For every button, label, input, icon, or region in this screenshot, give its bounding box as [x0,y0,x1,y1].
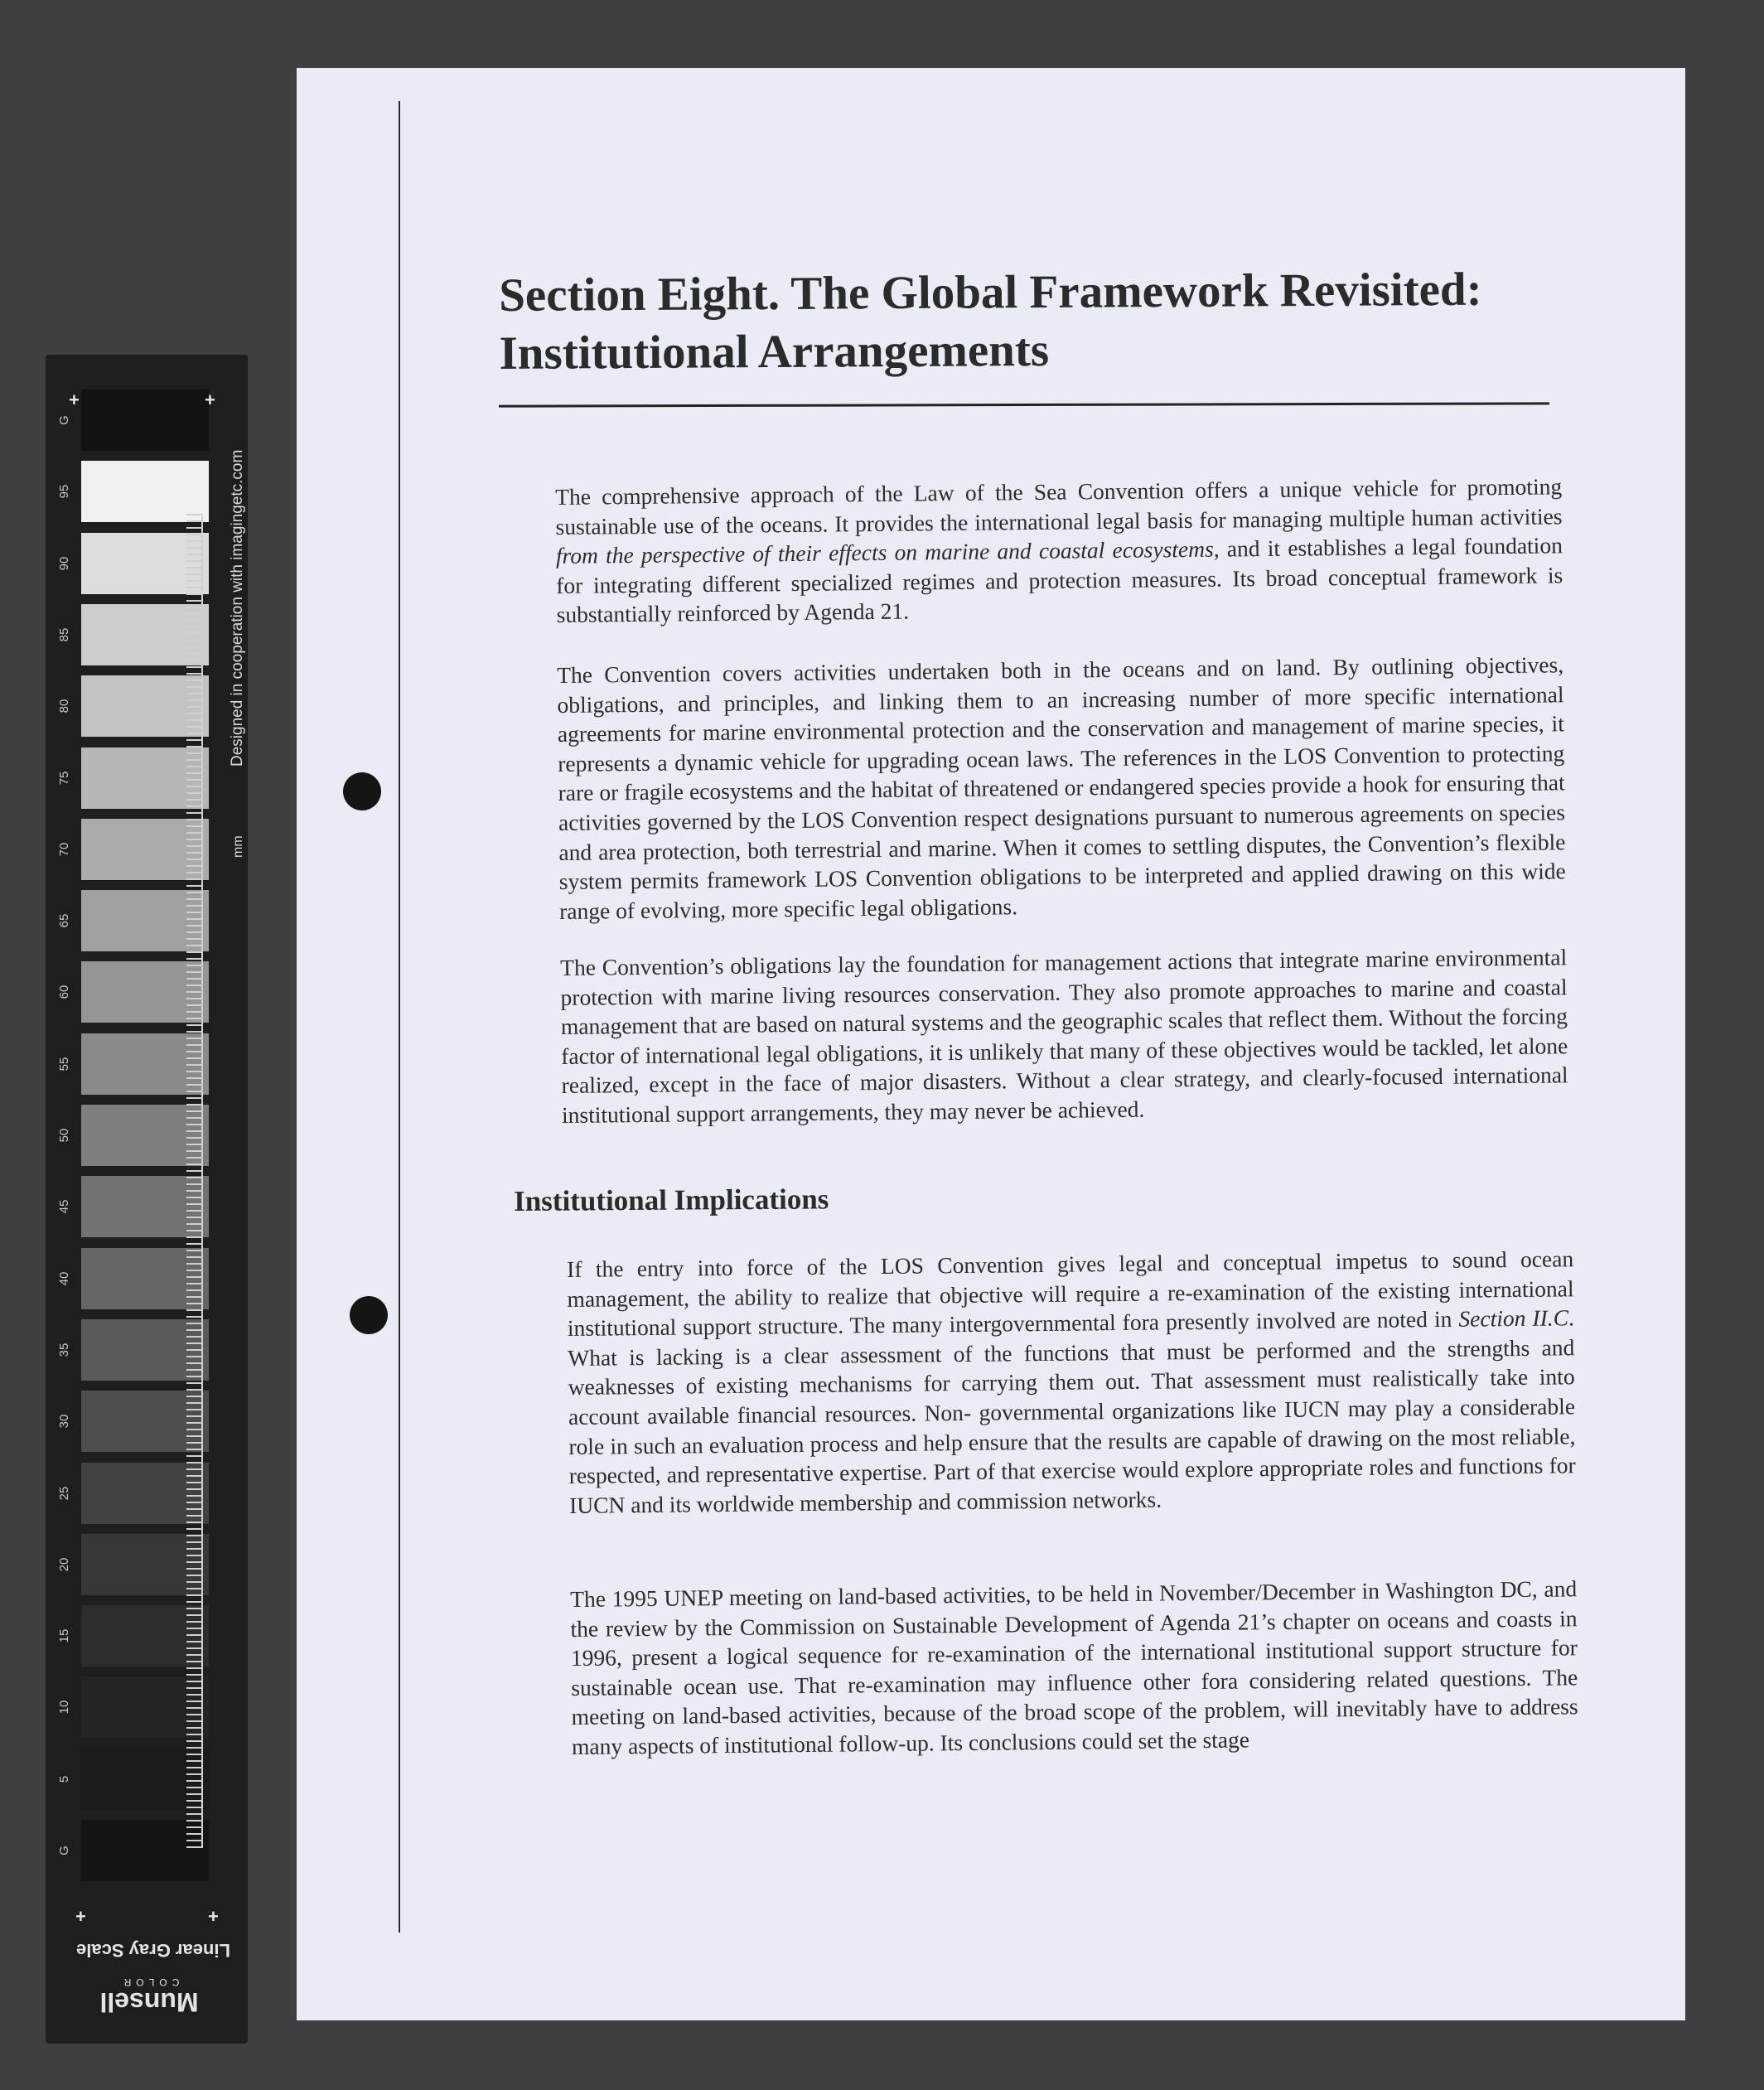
registration-mark: + [75,1906,86,1927]
margin-line [399,101,400,1933]
registration-mark: + [69,389,80,410]
paragraph-1-text-end: , and it establishes a legal foundation for integrating different specialized regimes and protection measures. Its broad conceptual framework is substantially reinforced by Agenda 21. [556,532,1563,628]
mm-ruler [186,514,203,1848]
registration-mark: + [205,389,215,410]
gray-patch-label: 35 [57,1343,71,1357]
gray-patch-label: 15 [57,1628,71,1643]
paragraph-5: The 1995 UNEP meeting on land-based activities, to be held in November/December in Washington DC, and the review by the Commission on Sustainable Development of Agenda 21’s chapter on oceans and coasts in 1996, present a logical sequence for re-examination of the international institutional support structure for sustainable ocean use. That re-examination may influence other fora considering related questions. The meeting on land-based activities, because of the broad scope of the problem, will inevitably have to address many aspects of institutional follow-up. Its conclusions could set the stage [570,1575,1578,1759]
gray-scale-strip [46,355,248,2044]
brand-name: Munsell [99,1987,199,2017]
paragraph-1-emphasis: from the perspective of their effects on marine and coastal ecosystems [555,535,1214,569]
gray-patch-label: 60 [57,985,71,999]
gray-patch-label: 10 [57,1701,71,1715]
gray-patch-label: 25 [57,1486,71,1500]
title-rule [499,402,1549,407]
munsell-logo [83,1976,215,2016]
mm-label: mm [231,835,245,858]
paragraph-1-text: The comprehensive approach of the Law of the Sea Convention offers a unique vehicle for promoting sustainable use of the oceans. It provides the international legal basis for managing multiple human activities [555,473,1563,539]
gray-patch-label: 80 [57,699,71,714]
title-line-1: Section Eight. The Global Framework Revisited: [499,263,1482,322]
gray-patch-label: 75 [57,771,71,785]
paragraph-1 [555,472,1563,630]
paragraph-4-emphasis: Section II.C [1458,1304,1569,1332]
registration-mark: + [208,1906,219,1927]
gray-patch-label: 45 [57,1199,71,1214]
paragraph-2: The Convention covers activities undertaken both in the oceans and on land. By outlining objectives, obligations, and principles, and linking them to an increasing number of more specific international agreements for marine environmental protection and the conservation and management of marine species, it represents a dynamic vehicle for upgrading ocean laws. The references in the LOS Convention to protecting rare or fragile ecosystems and the habitat of threatened or endangered species provide a hook for ensuring that activities governed by the LOS Convention respect designations pursuant to numerous agreements on species and area protection, both terrestrial and marine. When it comes to settling disputes, the Convention’s flexible system permits framework LOS Convention obligations to be interpreted and applied drawing on this wide range of evolving, more specific legal obligations. [557,651,1566,924]
title-line-2: Institutional Arrangements [499,323,1050,380]
designed-credit: Designed in cooperation with imagingetc.com [229,449,246,767]
gray-patch-label: 30 [57,1414,71,1429]
punch-hole [350,1296,388,1334]
gray-patch-label: 50 [57,1128,71,1143]
gray-patch [81,389,209,451]
brand-sub: COLOR [118,1976,180,1988]
gray-patch-label: 65 [57,913,71,928]
gray-patch-label: 5 [57,1775,71,1783]
subheading: Institutional Implications [514,1183,829,1217]
punch-hole [343,772,381,810]
gray-patch-label: 55 [57,1057,71,1072]
gray-patch-label: G [57,1846,71,1855]
paragraph-3: The Convention’s obligations lay the foundation for management actions that integrate marine environmental protection with marine living resources conservation. They also promote approaches to marine and coastal management that are based on natural systems and the geographic scales that reflect them. Without the forcing factor of international legal obligations, it is unlikely that many of these objectives would be tackled, let alone realized, except in the face of major disasters. Without a clear strategy, and clearly-focused international institutional support arrangements, they may never be achieved. [560,944,1568,1128]
scale-title: Linear Gray Scale [76,1940,230,1961]
paragraph-4-text-end: . What is lacking is a clear assessment of the functions that must be performed and the strengths and weaknesses of existing mechanisms for carrying them out. That assessment must realistically take into account available financial resources. Non- governmental organizations like IUCN may play a considerable role in such an evaluation process and help ensure that the results are capable of drawing on the most reliable, respected, and representative expertise. Part of that exercise would explore appropriate roles and functions for IUCN and its worldwide membership and commission networks. [568,1304,1576,1518]
document-page [297,68,1685,2020]
gray-patch-label: 90 [57,556,71,570]
gray-patch-label: 85 [57,627,71,642]
paragraph-4-text: If the entry into force of the LOS Convention gives legal and conceptual impetus to sound ocean management, the ability to realize that objective will require a re-examination of the existing international institutional support structure. The many intergovernmental fora presently involved are noted in [567,1246,1574,1342]
gray-patch-label: G [57,415,71,425]
gray-patch-label: 70 [57,842,71,857]
section-title [499,260,1577,383]
gray-patch-label: 95 [57,484,71,499]
paragraph-4 [567,1244,1576,1520]
gray-patch-label: 20 [57,1557,71,1572]
gray-patch-label: 40 [57,1271,71,1285]
